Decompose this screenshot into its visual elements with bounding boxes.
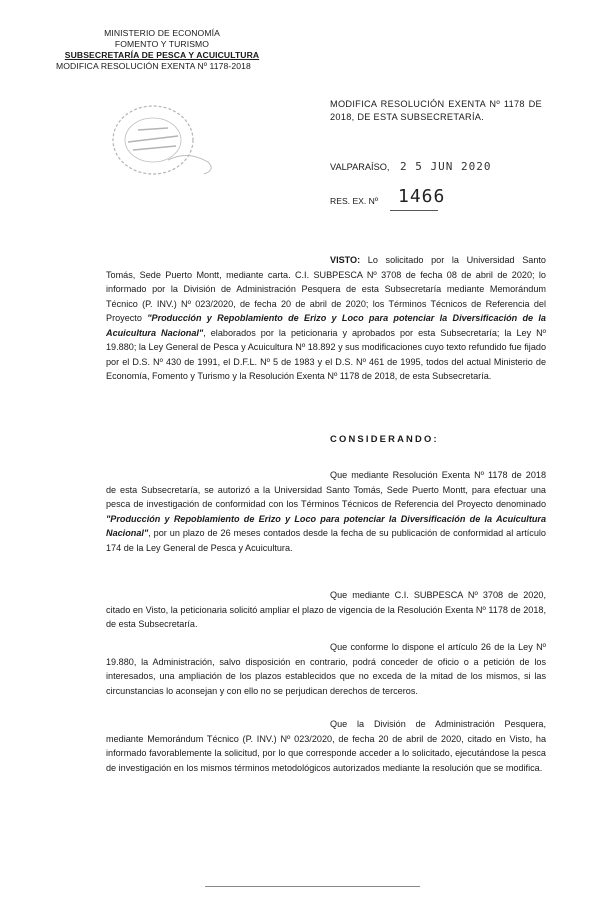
considerando-paragraph-3: Que conforme lo dispone el artículo 26 de la Ley Nº 19.880, la Administración, salvo disposición en contrario, podrá conceder de oficio o a petición de los interesados, una ampliación de los plazos establecidos que no exceda de la mitad de los mismos, si las circunstancias lo aconsejan y con ello no se perjudican derechos de terceros. bbox=[106, 642, 546, 696]
ministry-name: MINISTERIO DE ECONOMÍA bbox=[104, 28, 220, 38]
visto-text-start: Lo solicitado por la Universidad Santo Tomás, Sede Puerto Montt, mediante carta. C.I. SUBPESCA Nº 3708 de fecha 08 de abril de 2020; lo informado por la División de Administración Pesquera de esta Subsecretaría mediante Memorándum Técnico (P. INV.) Nº 023/2020, de fecha 20 de abril de 2020; los Términos Técnicos de Referencia del Proyecto bbox=[106, 255, 546, 323]
resolution-number-label: RES. EX. Nº bbox=[330, 196, 379, 206]
document-reference: MODIFICA RESOLUCIÓN EXENTA Nº 1178-2018 bbox=[56, 61, 251, 71]
considerando-paragraph-2: Que mediante C.I. SUBPESCA Nº 3708 de 2020, citado en Visto, la peticionaria solicitó ampliar el plazo de vigencia de la Resolución Exenta Nº 1178 de 2018, de esta Subsecretaría. bbox=[106, 590, 546, 629]
letterhead bbox=[56, 28, 262, 72]
resolution-number: 1466 bbox=[398, 186, 446, 207]
considerando-heading: CONSIDERANDO: bbox=[330, 433, 439, 444]
footer-divider bbox=[205, 886, 420, 887]
p1-project-title: "Producción y Repoblamiento de Erizo y Loco para potenciar la Diversificación de la Acuicultura Nacional" bbox=[106, 513, 546, 538]
visto-label: VISTO: bbox=[330, 255, 361, 265]
considerando-paragraph-4: Que la División de Administración Pesquera, mediante Memorándum Técnico (P. INV.) Nº 023/2020, de fecha 20 de abril de 2020, citado en Visto, ha informado favorablemente la solicitud, por lo que corresponde acceder a lo solicitado, ejecutándose la pesca de investigación en los mismos términos metodológicos autorizados mediante la resolución que se modifica. bbox=[106, 719, 546, 773]
p1-text-end: , por un plazo de 26 meses contados desde la fecha de su publicación de conformidad al artículo 174 de la Ley General de Pesca y Acuicultura. bbox=[106, 528, 546, 553]
resolution-subject: MODIFICA RESOLUCIÓN EXENTA Nº 1178 DE 2018, DE ESTA SUBSECRETARÍA. bbox=[330, 99, 542, 122]
p1-text-start: Que mediante Resolución Exenta Nº 1178 de 2018 de esta Subsecretaría, se autorizó a la Universidad Santo Tomás, Sede Puerto Montt, para efectuar una pesca de investigación de conformidad con los Términos Técnicos de Referencia del Proyecto denominado bbox=[106, 470, 546, 509]
official-stamp-icon bbox=[108, 100, 226, 180]
resolution-number-underline bbox=[390, 210, 438, 211]
ministry-subtitle: FOMENTO Y TURISMO bbox=[114, 39, 210, 49]
visto-project-title: "Producción y Repoblamiento de Erizo y Loco para potenciar la Diversificación de la Acuicultura Nacional" bbox=[106, 313, 546, 338]
city-label: VALPARAÍSO, bbox=[330, 162, 390, 172]
subsecretaria-name: SUBSECRETARÍA DE PESCA Y ACUICULTURA bbox=[64, 50, 260, 60]
considerando-paragraph-1 bbox=[106, 468, 546, 555]
place-and-date bbox=[330, 160, 491, 173]
date-stamp: 2 5 JUN 2020 bbox=[399, 160, 492, 173]
visto-paragraph bbox=[106, 253, 546, 384]
visto-text-end: , elaborados por la peticionaria y aprobados por esta Subsecretaría; la Ley Nº 19.880; la Ley General de Pesca y Acuicultura Nº 18.892 y sus modificaciones cuyo texto refundido fue fijado por el D.S. Nº 430 de 1991, el D.F.L. Nº 5 de 1983 y el D.S. Nº 461 de 1995, todos del actual Ministerio de Economía, Fomento y Turismo y la Resolución Exenta Nº 1178 de 2018, de esta Subsecretaría. bbox=[106, 327, 546, 381]
